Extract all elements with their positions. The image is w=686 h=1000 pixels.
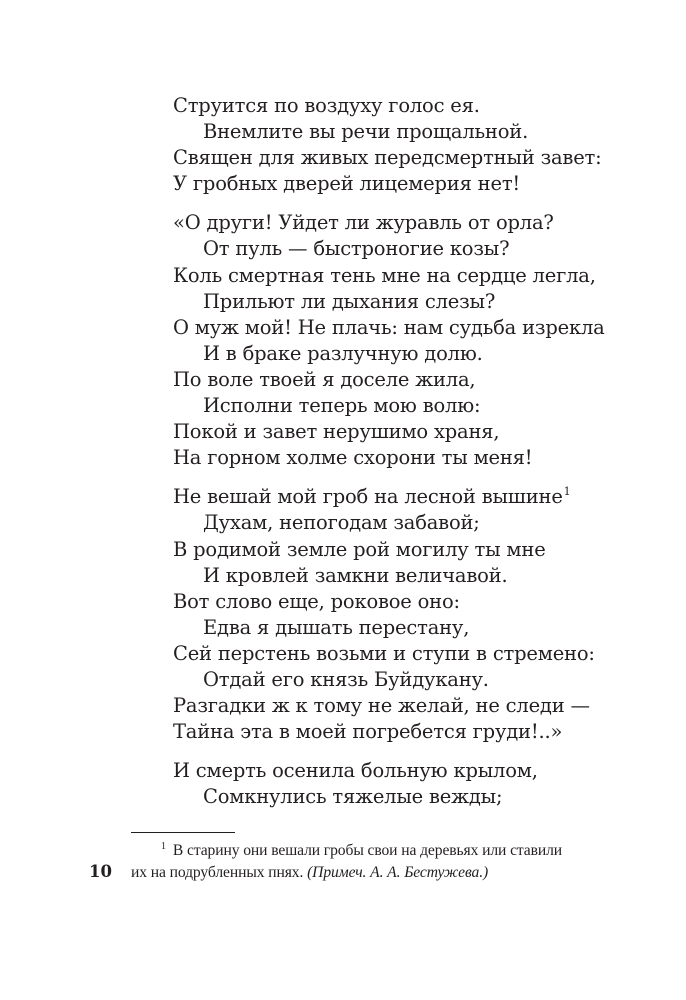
stanza-3 [173, 484, 653, 745]
poem-line: Сей перстень возьми и ступи в стремено: [173, 641, 595, 665]
poem-line [173, 484, 653, 510]
footnote-divider [131, 832, 235, 833]
poem-line: На горном холме схорони ты меня! [173, 446, 533, 470]
poem-line: И смерть осенила больную крылом, [173, 759, 538, 783]
poem-line: От пуль — быстроногие козы? [203, 237, 510, 261]
poem-line: По воле твоей я доселе жила, [173, 367, 476, 391]
poem-line: И кровлей замкни величавой. [203, 563, 508, 587]
poem-line: Струится по воздуху голос ея. [173, 94, 480, 117]
poem-line: Вот слово еще, роковое оно: [173, 589, 460, 613]
poem-line: Прильют ли дыхания слезы? [203, 289, 496, 313]
footnote-marker: 1 [161, 841, 166, 852]
footnote-text: В старину они вешали гробы свои на деревьях или ставили [172, 842, 563, 859]
stanza-1 [173, 93, 653, 197]
poem-line: Коль смертная тень мне на сердце легла, [173, 263, 596, 287]
poem-line: У гробных дверей лицемерия нет! [173, 172, 521, 196]
page-number: 10 [89, 862, 112, 881]
poem-line: Священ для живых передсмертный завет: [173, 146, 602, 170]
footnote-text: их на подрубленных пнях. [131, 864, 308, 881]
poem-line: Сомкнулись тяжелые вежды; [203, 785, 503, 809]
footnote [131, 840, 611, 884]
footnote-attribution: (Примеч. А. А. Бестужева.) [307, 864, 489, 881]
poem-line: Исполни теперь мою волю: [203, 394, 481, 418]
footnote-reference: 1 [563, 485, 571, 499]
footnote-line [131, 862, 611, 884]
poem-line: Покой и завет нерушимо храня, [173, 420, 500, 444]
stanza-2 [173, 210, 653, 471]
poem-line: Тайна эта в моей погребется груди!..» [173, 720, 563, 744]
poem-line: И в браке разлучную долю. [203, 341, 483, 365]
poem-line-text: Не вешай мой гроб на лесной вышине [173, 485, 563, 509]
footnote-line [131, 840, 611, 862]
poem-line: Внемлите вы речи прощальной. [203, 120, 529, 144]
poem-line: Едва я дышать перестану, [203, 615, 470, 639]
poem-line: Разгадки ж к тому не желай, не следи — [173, 694, 590, 718]
poem-line: «О други! Уйдет ли журавль от орла? [173, 211, 554, 235]
poem-line: Духам, непогодам забавой; [203, 511, 480, 535]
poem-line: Отдай его князь Буйдукану. [203, 667, 489, 691]
poem-line: О муж мой! Не плачь: нам судьба изрекла [173, 315, 605, 339]
poem-line: В родимой земле рой могилу ты мне [173, 537, 546, 561]
stanza-4 [173, 758, 653, 810]
poem-text [173, 93, 653, 823]
